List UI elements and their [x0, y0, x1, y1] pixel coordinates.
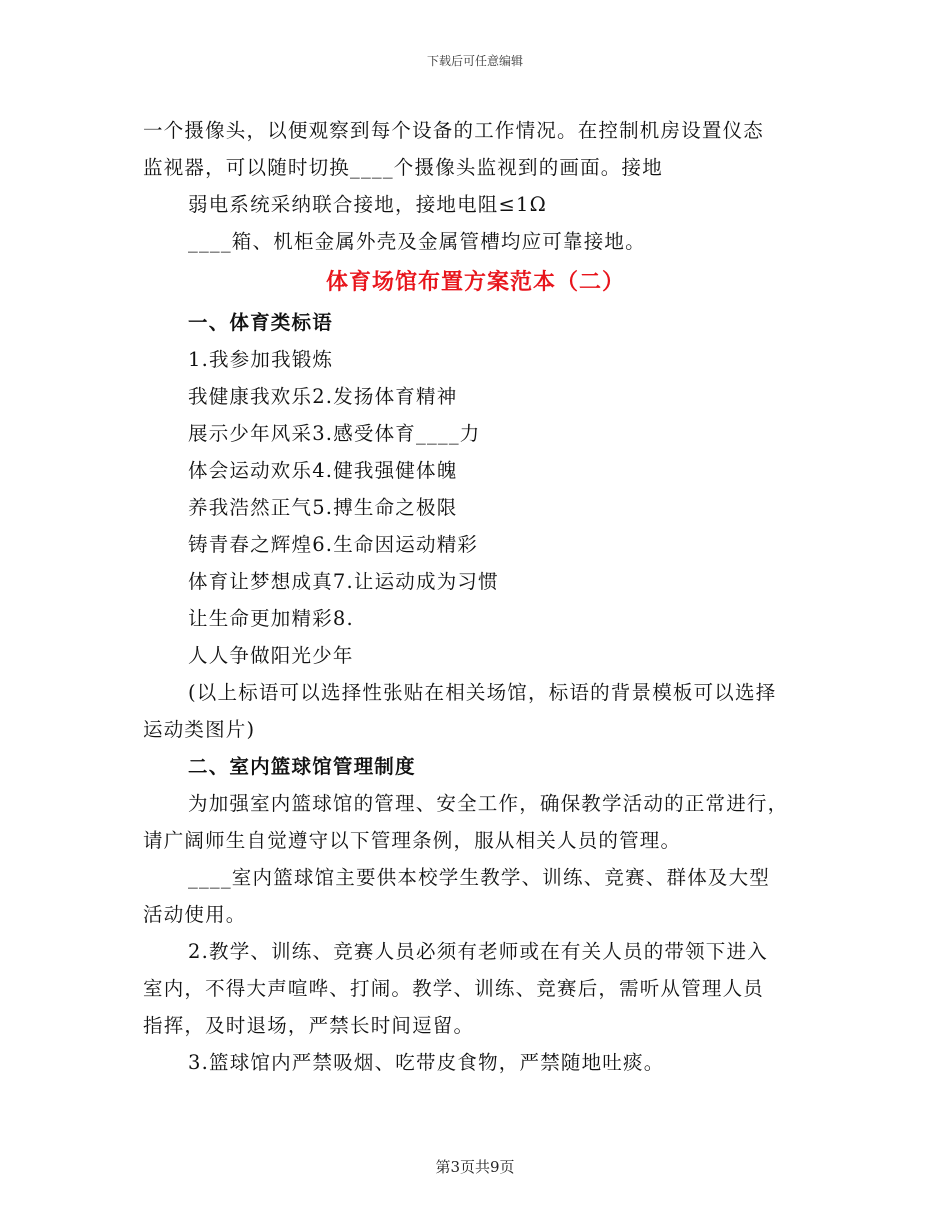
slogan-line: 养我浩然正气5.搏生命之极限 [188, 496, 458, 519]
rule-line: 室内，不得大声喧哗、打闹。教学、训练、竞赛后，需听从管理人员 [143, 977, 765, 1000]
rule-line: 3.篮球馆内严禁吸烟、吃带皮食物，严禁随地吐痰。 [188, 1051, 665, 1074]
text-line: 弱电系统采纳联合接地，接地电阻≤1Ω [188, 193, 548, 216]
rule-line: 2.教学、训练、竞赛人员必须有老师或在有关人员的带领下进入 [188, 940, 768, 963]
slogan-line: 体会运动欢乐4.健我强健体魄 [188, 459, 458, 482]
text-line: 一个摄像头，以便观察到每个设备的工作情况。在控制机房设置仪态 [143, 119, 765, 142]
rule-line: ____室内篮球馆主要供本校学生教学、训练、竞赛、群体及大型 [188, 866, 771, 889]
rule-line: 为加强室内篮球馆的管理、安全工作，确保教学活动的正常进行， [188, 792, 789, 815]
slogan-line: 我健康我欢乐2.发扬体育精神 [188, 385, 458, 408]
rule-line: 请广阔师生自觉遵守以下管理条例，服从相关人员的管理。 [143, 829, 682, 852]
slogan-line: 铸青春之辉煌6.生命因运动精彩 [188, 533, 479, 556]
page-footer: 第3页共9页 [435, 1158, 515, 1176]
rule-line: 指挥，及时退场，严禁长时间逗留。 [143, 1014, 475, 1037]
part1-heading: 一、体育类标语 [188, 311, 333, 334]
slogan-line: 展示少年风采3.感受体育____力 [188, 422, 481, 445]
page-header: 下载后可任意编辑 [426, 54, 523, 68]
rule-line: 活动使用。 [143, 903, 247, 926]
slogan-line: 1.我参加我锻炼 [188, 348, 334, 371]
text-line: 监视器，可以随时切换____个摄像头监视到的画面。接地 [143, 156, 663, 179]
document-body [143, 112, 808, 1081]
note-line: (以上标语可以选择性张贴在相关场馆，标语的背景模板可以选择 [188, 681, 777, 704]
slogan-line: 体育让梦想成真7.让运动成为习惯 [188, 570, 499, 593]
part2-heading: 二、室内篮球馆管理制度 [188, 755, 416, 778]
slogan-line: 人人争做阳光少年 [188, 644, 354, 667]
section-title: 体育场馆布置方案范本（二） [325, 269, 625, 295]
text-line: ____箱、机柜金属外壳及金属管槽均应可靠接地。 [188, 230, 646, 253]
slogan-line: 让生命更加精彩8. [188, 607, 354, 630]
note-line: 运动类图片) [143, 718, 256, 741]
